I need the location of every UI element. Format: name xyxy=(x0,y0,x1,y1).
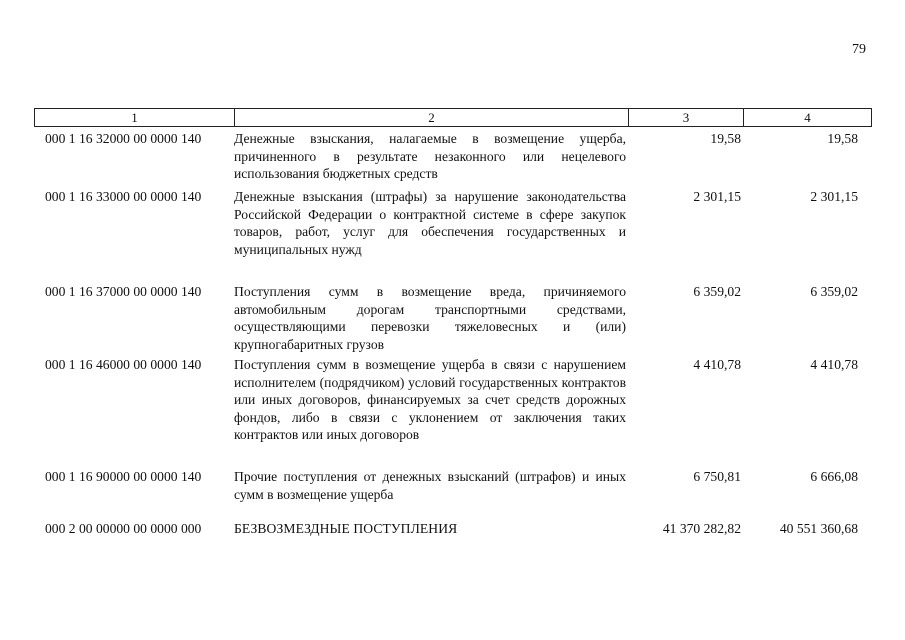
budget-code: 000 2 00 00000 00 0000 000 xyxy=(45,521,202,536)
value-col-3: 6 359,02 xyxy=(693,284,741,299)
income-description: Поступления сумм в возмещение ущерба в связи с нарушением исполнителем (подрядчиком) условий государственных контрактов или иных договоров, финансируемых за счет средств дорожных фондов, либо в связи с уклонением от заключения таких контрактов или иных договоров xyxy=(234,357,626,442)
page-number: 79 xyxy=(852,42,866,57)
income-description: Поступления сумм в возмещение вреда, причиняемого автомобильным дорогам транспортными средствами, осуществляющими перевозки тяжеловесных и (или) крупногабаритных грузов xyxy=(234,284,626,352)
value-col-4: 19,58 xyxy=(827,131,858,146)
income-description: Денежные взыскания, налагаемые в возмещение ущерба, причиненного в результате незаконного или нецелевого использования бюджетных средств xyxy=(234,131,626,181)
budget-code: 000 1 16 46000 00 0000 140 xyxy=(45,357,202,372)
table-row xyxy=(0,283,905,356)
table-row xyxy=(0,520,905,540)
table-body xyxy=(0,130,905,540)
value-col-3: 19,58 xyxy=(710,131,741,146)
budget-code: 000 1 16 32000 00 0000 140 xyxy=(45,131,202,146)
budget-code: 000 1 16 37000 00 0000 140 xyxy=(45,284,202,299)
table-row xyxy=(0,188,905,283)
value-col-3: 2 301,15 xyxy=(693,189,741,204)
budget-code: 000 1 16 33000 00 0000 140 xyxy=(45,189,202,204)
table-row xyxy=(0,130,905,188)
header-col-1: 1 xyxy=(131,110,138,125)
header-col-2: 2 xyxy=(234,109,628,126)
income-description: Денежные взыскания (штрафы) за нарушение законодательства Российской Федерации о контрактной системе в сфере закупок товаров, работ, услуг для обеспечения государственных и муниципальных нужд xyxy=(234,189,626,257)
income-description: Прочие поступления от денежных взысканий (штрафов) и иных сумм в возмещение ущерба xyxy=(234,469,626,502)
header-col-4: 4 xyxy=(743,109,871,126)
table-header xyxy=(34,108,872,127)
income-description: БЕЗВОЗМЕЗДНЫЕ ПОСТУПЛЕНИЯ xyxy=(234,521,458,536)
budget-code: 000 1 16 90000 00 0000 140 xyxy=(45,469,202,484)
table-row xyxy=(0,468,905,520)
table-row xyxy=(0,356,905,468)
value-col-3: 6 750,81 xyxy=(693,469,741,484)
header-col-3: 3 xyxy=(628,109,743,126)
value-col-4: 2 301,15 xyxy=(810,189,858,204)
value-col-3: 4 410,78 xyxy=(693,357,741,372)
value-col-3: 41 370 282,82 xyxy=(662,521,741,536)
value-col-4: 6 359,02 xyxy=(810,284,858,299)
value-col-4: 6 666,08 xyxy=(810,469,858,484)
value-col-4: 4 410,78 xyxy=(810,357,858,372)
value-col-4: 40 551 360,68 xyxy=(779,521,858,536)
